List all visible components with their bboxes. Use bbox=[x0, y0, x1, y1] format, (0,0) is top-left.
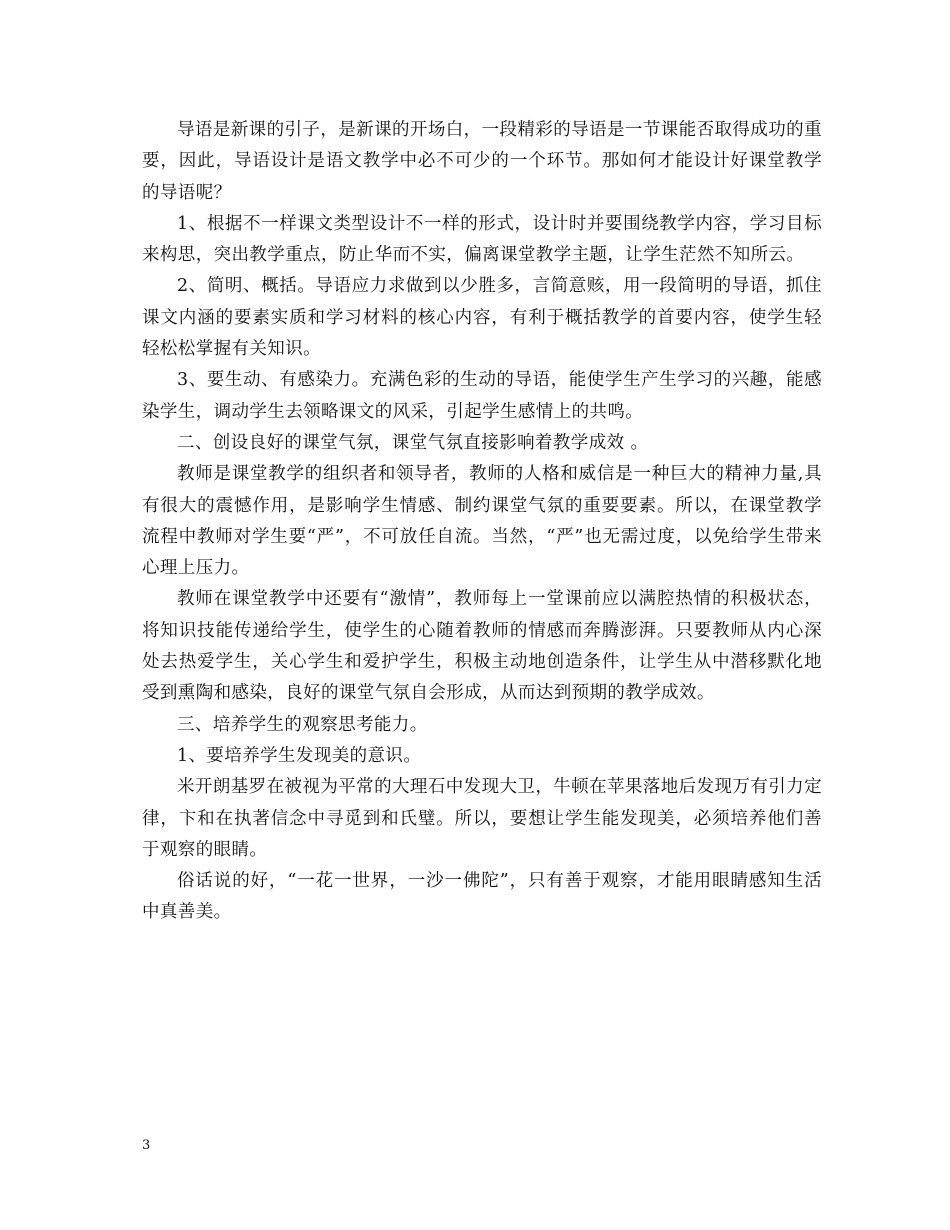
paragraph-teacher-passion: 教师在课堂教学中还要有“激情”，教师每上一堂课前应以满腔热情的积极状态，将知识技能传递给学生，使学生的心随着教师的情感而奔腾澎湃。只要教师从内心深处去热爱学生，关心学生和爱护学生，积极主动地创造条件，让学生从中潜移默化地受到熏陶和感染，良好的课堂气氛自会形成，从而达到预期的教学成效。 bbox=[142, 589, 822, 704]
section-heading-3: 三、培养学生的观察思考能力。 bbox=[177, 714, 428, 735]
page-number: 3 bbox=[142, 1138, 151, 1153]
paragraph-proverb: 俗话说的好，“一花一世界，一沙一佛陀”，只有善于观察，才能用眼睛感知生活中真善美。 bbox=[142, 871, 822, 923]
subsection-heading-1: 1、要培养学生发现美的意识。 bbox=[177, 745, 422, 766]
paragraph-point-3: 3、要生动、有感染力。充满色彩的生动的导语，能使学生产生学习的兴趣，能感染学生，调动学生去领略课文的风采，引起学生感情上的共鸣。 bbox=[142, 370, 822, 422]
section-heading-2: 二、创设良好的课堂气氛，课堂气氛直接影响着教学成效 。 bbox=[177, 432, 649, 453]
paragraph-point-1: 1、根据不一样课文类型设计不一样的形式，设计时并要围绕教学内容，学习目标来构思，突出教学重点，防止华而不实，偏离课堂教学主题，让学生茫然不知所云。 bbox=[142, 213, 822, 266]
paragraph-discover-beauty: 米开朗基罗在被视为平常的大理石中发现大卫，牛顿在苹果落地后发现万有引力定律，卞和在执著信念中寻觅到和氏璧。所以，要想让学生能发现美，必须培养他们善于观察的眼睛。 bbox=[142, 777, 822, 860]
paragraph-teacher-role: 教师是课堂教学的组织者和领导者，教师的人格和威信是一种巨大的精神力量,具有很大的震憾作用，是影响学生情感、制约课堂气氛的重要要素。所以，在课堂教学流程中教师对学生要“严”，不可放任自流。当然，“严”也无需过度，以免给学生带来心理上压力。 bbox=[142, 464, 822, 579]
paragraph-point-2: 2、简明、概括。导语应力求做到以少胜多，言简意赅，用一段简明的导语，抓住课文内涵的要素实质和学习材料的核心内容，有利于概括教学的首要内容，使学生轻轻松松掌握有关知识。 bbox=[142, 276, 822, 360]
document-body bbox=[142, 115, 822, 929]
paragraph-intro: 导语是新课的引子，是新课的开场白，一段精彩的导语是一节课能否取得成功的重要，因此，导语设计是语文教学中必不可少的一个环节。那如何才能设计好课堂教学的导语呢？ bbox=[142, 120, 822, 203]
